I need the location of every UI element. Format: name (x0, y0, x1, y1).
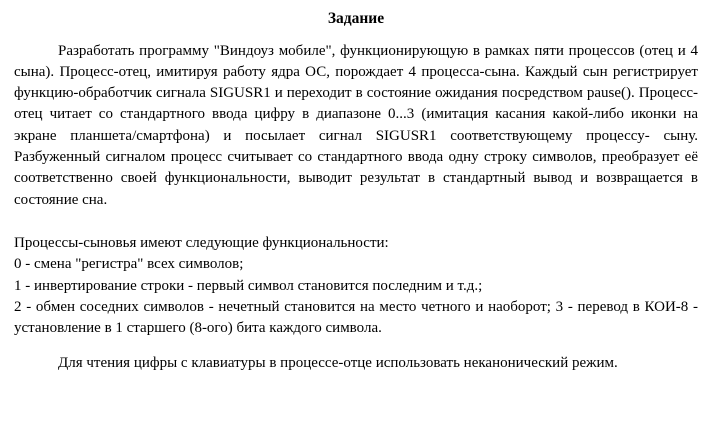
page-title: Задание (327, 10, 385, 27)
list-item-mode-1: 1 - инвертирование строки - первый символ становится последним и т.д.; (14, 277, 483, 294)
paragraph-functionality-intro: Процессы-сыновья имеют следующие функциональности: (14, 234, 389, 251)
paragraph-task-description: Разработать программу "Виндоуз мобиле", функционирующую в рамках пяти процессов (отец и 4 сына). Процесс-отец, имитируя работу ядра ОС, порождает 4 процесса-сына. Каждый сын регистрирует функцию-обработчик сигнала SIGUSR1 и переходит в состояние ожидания посредством pause(). Процесс-отец читает со стандартного ввода цифру в диапазоне 0...3 (имитация касания какой-либо иконки на экране планшета/смартфона) и посылает сигнал SIGUSR1 соответствующему процессу- сыну. Разбуженный сигналом процесс считывает со стандартного ввода одну строку символов, преобразует её соответственно своей функциональности, выводит результат в стандартный вывод и возвращается в состояние сна. (14, 42, 698, 208)
list-item-mode-2-3: 2 - обмен соседних символов - нечетный становится на место четного и наоборот; 3 - перевод в КОИ-8 - установление в 1 старшего (8-ого) бита каждого символа. (14, 298, 698, 337)
paragraph-noncanonical-note: Для чтения цифры с клавиатуры в процессе-отце использовать неканонический режим. (58, 355, 618, 372)
list-item-mode-0: 0 - смена "регистра" всех символов; (14, 256, 244, 273)
paragraph-spacer (14, 221, 698, 233)
